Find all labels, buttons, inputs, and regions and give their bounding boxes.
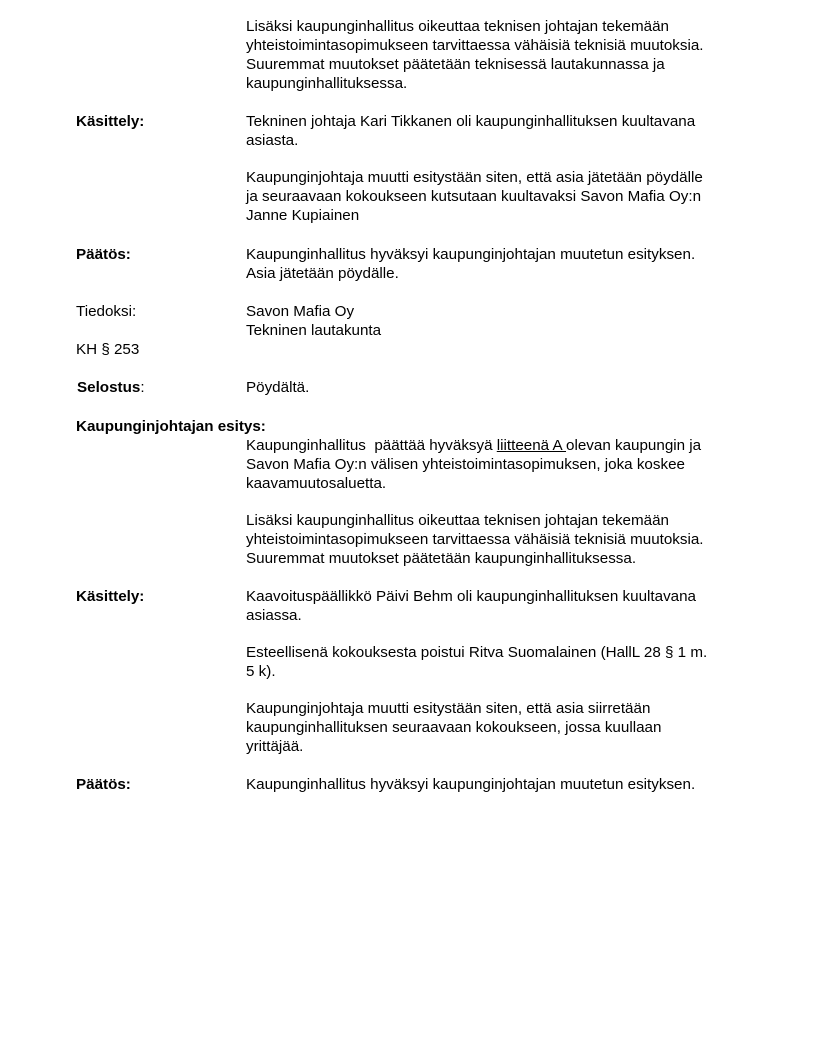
section-label-esitys: Kaupunginjohtajan esitys: — [76, 418, 266, 435]
body-text-line: 5 k). — [246, 663, 276, 680]
body-text-line: Esteellisenä kokouksesta poistui Ritva Suomalainen (HallL 28 § 1 m. — [246, 644, 708, 661]
body-text-line: Pöydältä. — [246, 379, 310, 396]
body-text-line — [246, 436, 701, 455]
body-text-line: Kaavoituspäällikkö Päivi Behm oli kaupunginhallituksen kuultavana — [246, 588, 696, 605]
body-text-line: Kaupunginhallitus hyväksyi kaupunginjohtajan muutetun esityksen. — [246, 246, 696, 263]
esitys-text-post: olevan kaupungin ja — [566, 437, 702, 454]
body-text-line: Suuremmat muutokset päätetään kaupunginhallituksessa. — [246, 550, 637, 567]
body-text-line: kaavamuutosaluetta. — [246, 475, 387, 492]
body-text-line: ja seuraavaan kokoukseen kutsutaan kuultavaksi Savon Mafia Oy:n — [246, 188, 702, 205]
section-label-paatos: Päätös: — [76, 776, 131, 793]
body-text-line: yrittäjää. — [246, 738, 304, 755]
body-text-line: asiasta. — [246, 132, 299, 149]
section-reference: KH § 253 — [76, 341, 140, 358]
body-text-line: Lisäksi kaupunginhallitus oikeuttaa teknisen johtajan tekemään — [246, 512, 669, 529]
body-text-line: asiassa. — [246, 607, 302, 624]
selostus-label-text: Selostus — [77, 379, 141, 396]
section-label-selostus — [77, 378, 145, 397]
esitys-text-pre: Kaupunginhallitus päättää hyväksyä — [246, 437, 497, 454]
selostus-colon: : — [140, 379, 145, 396]
section-label-tiedoksi: Tiedoksi: — [76, 303, 137, 320]
section-label-paatos: Päätös: — [76, 246, 131, 263]
body-text-line: yhteistoimintasopimukseen tarvittaessa vähäisiä teknisiä muutoksia. — [246, 37, 704, 54]
section-label-kasittely: Käsittely: — [76, 113, 145, 130]
body-text-line: Tekninen johtaja Kari Tikkanen oli kaupunginhallituksen kuultavana — [246, 113, 696, 130]
body-text-line: kaupunginhallituksen seuraavaan kokoukseen, jossa kuullaan — [246, 719, 662, 736]
body-text-line: Asia jätetään pöydälle. — [246, 265, 399, 282]
body-text-line: Kaupunginhallitus hyväksyi kaupunginjohtajan muutetun esityksen. — [246, 776, 696, 793]
recipient-line: Tekninen lautakunta — [246, 322, 382, 339]
recipient-line: Savon Mafia Oy — [246, 303, 355, 320]
section-label-kasittely: Käsittely: — [76, 588, 145, 605]
attachment-link[interactable]: liitteenä A — [496, 437, 567, 454]
body-text-line: Janne Kupiainen — [246, 207, 360, 224]
body-text-line: kaupunginhallituksessa. — [246, 75, 408, 92]
body-text-line: Kaupunginjohtaja muutti esitystään siten, että asia siirretään — [246, 700, 651, 717]
body-text-line: yhteistoimintasopimukseen tarvittaessa vähäisiä teknisiä muutoksia. — [246, 531, 704, 548]
body-text-line: Savon Mafia Oy:n välisen yhteistoimintasopimuksen, joka koskee — [246, 456, 685, 473]
body-text-line: Suuremmat muutokset päätetään teknisessä lautakunnassa ja — [246, 56, 665, 73]
body-text-line: Kaupunginjohtaja muutti esitystään siten, että asia jätetään pöydälle — [246, 169, 703, 186]
body-text-line: Lisäksi kaupunginhallitus oikeuttaa teknisen johtajan tekemään — [246, 18, 669, 35]
